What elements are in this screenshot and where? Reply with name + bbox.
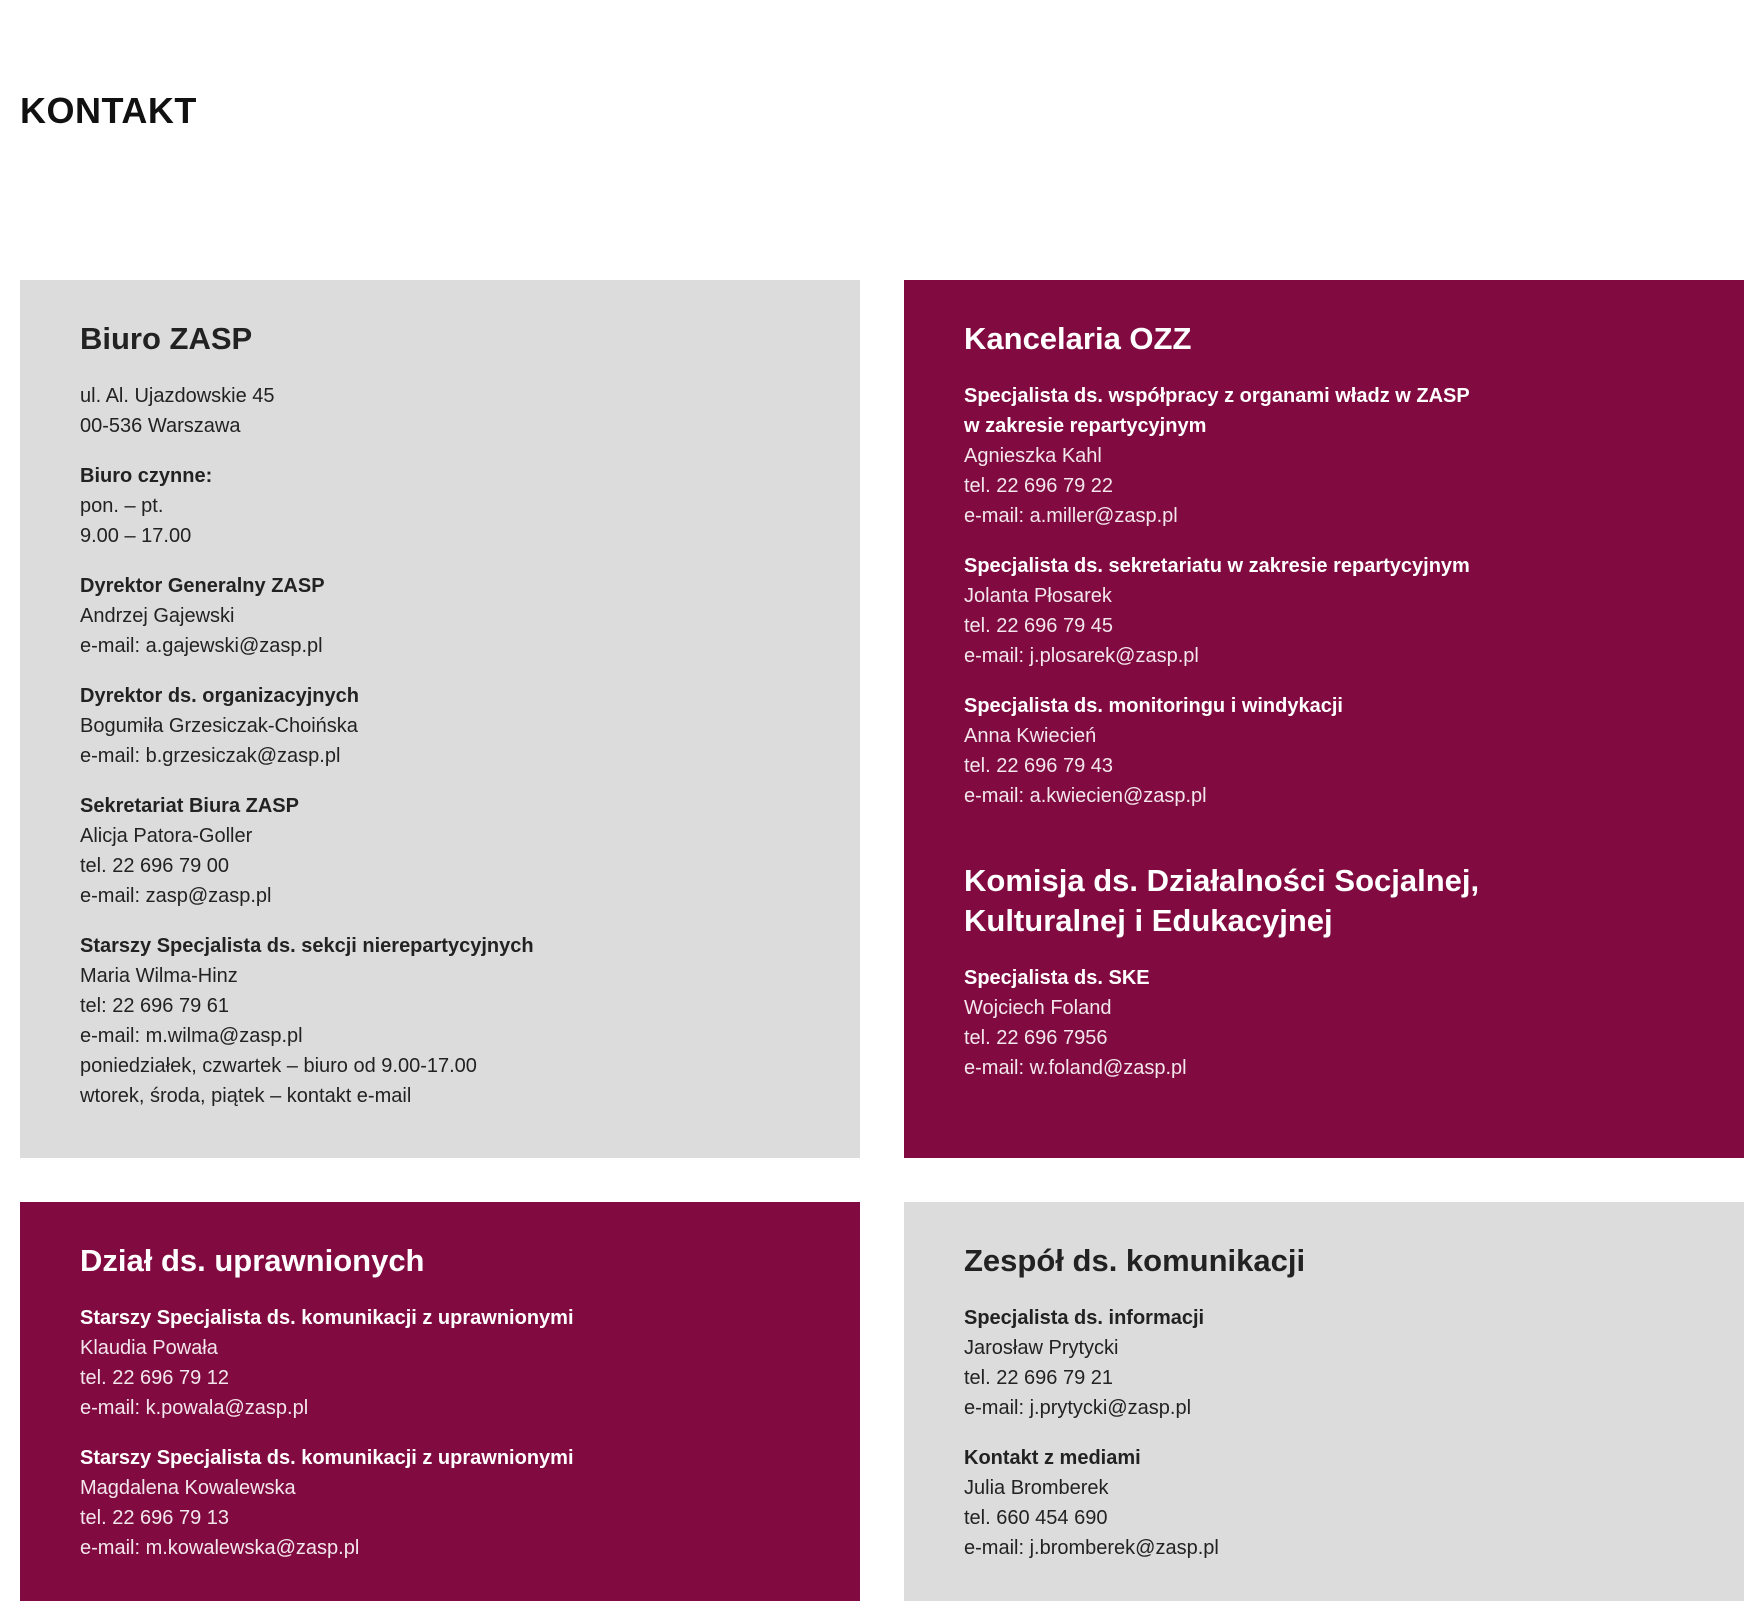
kancelaria-ozz-card: [904, 280, 1744, 1158]
contact-role: Sekretariat Biura ZASP: [80, 794, 299, 817]
contact-name: Bogumiła Grzesiczak-Choińska: [80, 714, 358, 737]
contact-email[interactable]: e-mail: j.bromberek@zasp.pl: [964, 1536, 1219, 1559]
dzial-uprawnionych-card: [20, 1202, 860, 1601]
contact-role: Kontakt z mediami: [964, 1446, 1141, 1469]
card-title: Biuro ZASP: [80, 321, 253, 356]
contact-block: [964, 963, 1684, 1083]
contact-phone[interactable]: tel. 22 696 79 21: [964, 1366, 1114, 1389]
office-hours-days: pon. – pt.: [80, 494, 164, 517]
office-hours-time: 9.00 – 17.00: [80, 524, 192, 547]
contact-phone[interactable]: tel: 22 696 79 61: [80, 994, 230, 1017]
contact-role: Starszy Specjalista ds. komunikacji z uprawnionymi: [80, 1446, 574, 1469]
contact-phone[interactable]: tel. 22 696 79 00: [80, 854, 230, 877]
contact-name: Anna Kwiecień: [964, 724, 1097, 747]
contact-note: poniedziałek, czwartek – biuro od 9.00-17.00: [80, 1054, 477, 1077]
komisja-title-line: Kulturalnej i Edukacyjnej: [964, 902, 1333, 938]
address-block: [80, 381, 800, 441]
contact-name: Andrzej Gajewski: [80, 604, 235, 627]
contact-name: Alicja Patora-Goller: [80, 824, 253, 847]
contact-role: Starszy Specjalista ds. komunikacji z uprawnionymi: [80, 1306, 574, 1329]
contact-block: [964, 691, 1684, 811]
zespol-komunikacji-card: [904, 1202, 1744, 1601]
contact-block: [80, 571, 800, 661]
contact-name: Julia Bromberek: [964, 1476, 1109, 1499]
contact-block: [80, 681, 800, 771]
contact-role: Specjalista ds. sekretariatu w zakresie repartycyjnym: [964, 554, 1470, 577]
office-hours-label: Biuro czynne:: [80, 464, 213, 487]
contact-name: Agnieszka Kahl: [964, 444, 1102, 467]
contact-block: [964, 551, 1684, 671]
contact-role: Specjalista ds. współpracy z organami władz w ZASP: [964, 384, 1470, 407]
contact-role: w zakresie repartycyjnym: [964, 414, 1207, 437]
contact-email[interactable]: e-mail: w.foland@zasp.pl: [964, 1056, 1187, 1079]
contact-role: Dyrektor ds. organizacyjnych: [80, 684, 359, 707]
contact-email[interactable]: e-mail: b.grzesiczak@zasp.pl: [80, 744, 341, 767]
address-street: ul. Al. Ujazdowskie 45: [80, 384, 275, 407]
contact-phone[interactable]: tel. 22 696 79 43: [964, 754, 1114, 777]
contact-phone[interactable]: tel. 22 696 7956: [964, 1026, 1108, 1049]
contact-block: [80, 791, 800, 911]
contact-note: wtorek, środa, piątek – kontakt e-mail: [80, 1084, 412, 1107]
contact-email[interactable]: e-mail: j.plosarek@zasp.pl: [964, 644, 1199, 667]
contact-block: [964, 381, 1684, 531]
contact-block: [964, 1443, 1684, 1563]
contact-name: Maria Wilma-Hinz: [80, 964, 238, 987]
contact-block: [80, 1303, 800, 1423]
contact-role: Specjalista ds. informacji: [964, 1306, 1205, 1329]
page-title: KONTAKT: [20, 90, 197, 131]
contact-name: Jarosław Prytycki: [964, 1336, 1119, 1359]
card-title: Kancelaria OZZ: [964, 321, 1192, 356]
komisja-title: [964, 861, 1684, 941]
card-title: Zespół ds. komunikacji: [964, 1243, 1306, 1278]
contact-role: Dyrektor Generalny ZASP: [80, 574, 325, 597]
contact-role: Starszy Specjalista ds. sekcji nierepartycyjnych: [80, 934, 534, 957]
contact-phone[interactable]: tel. 22 696 79 22: [964, 474, 1114, 497]
contact-email[interactable]: e-mail: a.gajewski@zasp.pl: [80, 634, 323, 657]
contact-role: Specjalista ds. monitoringu i windykacji: [964, 694, 1343, 717]
contact-phone[interactable]: tel. 660 454 690: [964, 1506, 1108, 1529]
contact-email[interactable]: e-mail: a.kwiecien@zasp.pl: [964, 784, 1207, 807]
contact-phone[interactable]: tel. 22 696 79 12: [80, 1366, 230, 1389]
komisja-title-line: Komisja ds. Działalności Socjalnej,: [964, 862, 1480, 898]
contact-email[interactable]: e-mail: m.wilma@zasp.pl: [80, 1024, 303, 1047]
contact-block: [80, 931, 800, 1111]
contact-phone[interactable]: tel. 22 696 79 45: [964, 614, 1114, 637]
contact-email[interactable]: e-mail: k.powala@zasp.pl: [80, 1396, 309, 1419]
contact-email[interactable]: e-mail: zasp@zasp.pl: [80, 884, 272, 907]
contact-block: [964, 1303, 1684, 1423]
office-hours-block: [80, 461, 800, 551]
biuro-zasp-card: [20, 280, 860, 1158]
contact-email[interactable]: e-mail: m.kowalewska@zasp.pl: [80, 1536, 360, 1559]
card-title: Dział ds. uprawnionych: [80, 1243, 425, 1278]
contact-phone[interactable]: tel. 22 696 79 13: [80, 1506, 230, 1529]
contact-block: [80, 1443, 800, 1563]
contact-role: Specjalista ds. SKE: [964, 966, 1150, 989]
address-city: 00-536 Warszawa: [80, 414, 241, 437]
contact-email[interactable]: e-mail: j.prytycki@zasp.pl: [964, 1396, 1192, 1419]
contact-name: Magdalena Kowalewska: [80, 1476, 296, 1499]
contact-name: Klaudia Powała: [80, 1336, 218, 1359]
contact-name: Wojciech Foland: [964, 996, 1112, 1019]
contact-email[interactable]: e-mail: a.miller@zasp.pl: [964, 504, 1178, 527]
contact-name: Jolanta Płosarek: [964, 584, 1112, 607]
